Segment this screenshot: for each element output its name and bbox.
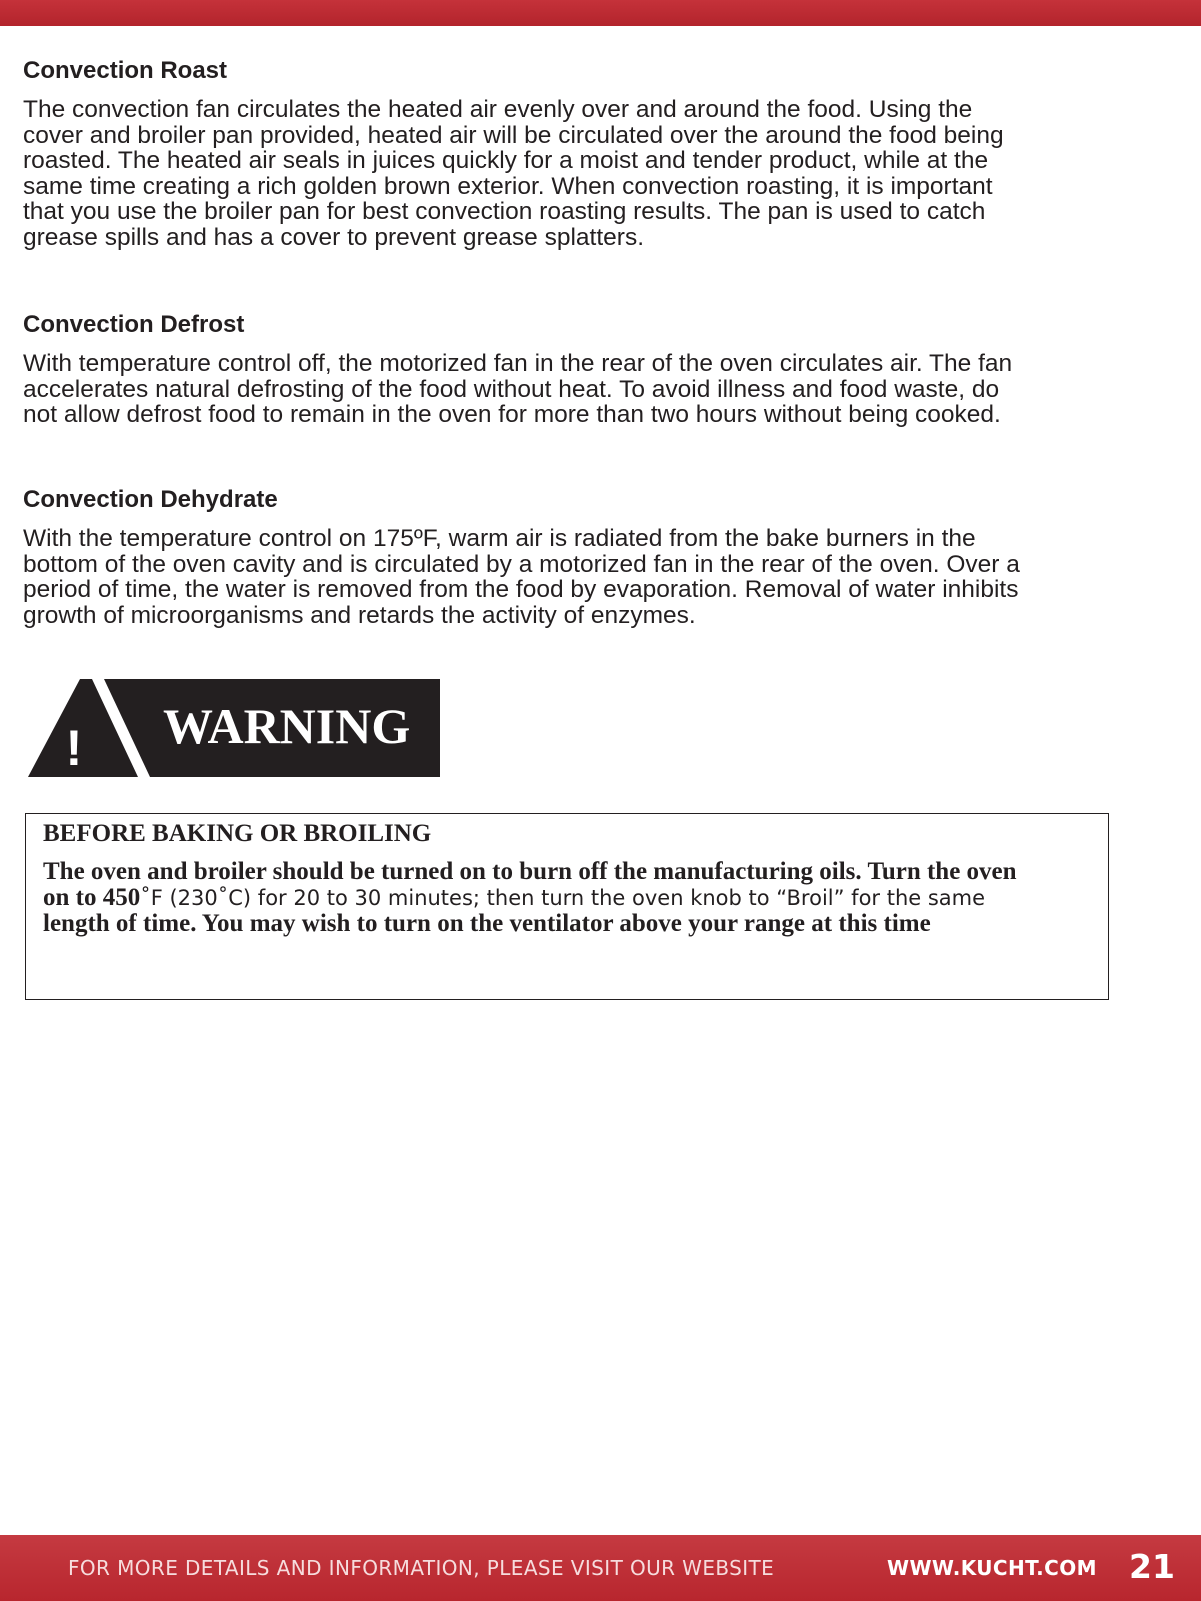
- section-body: [23, 97, 1133, 251]
- warning-banner: [28, 677, 440, 778]
- body-line: cover and broiler pan provided, heated air will be circulated over the around the food being: [23, 121, 1004, 149]
- notice-line-bold-part: on to 450: [43, 884, 141, 911]
- warning-graphic: [28, 677, 440, 778]
- body-line: grease spills and has a cover to prevent grease splatters.: [23, 223, 645, 251]
- section-body: [23, 526, 1133, 628]
- footer-bar: [0, 1535, 1201, 1601]
- body-line: With the temperature control on 175ºF, warm air is radiated from the bake burners in the: [23, 525, 976, 552]
- exclamation-icon: !: [65, 720, 83, 776]
- section-body: [23, 351, 1133, 428]
- section-title: Convection Roast: [23, 57, 228, 84]
- section-title: Convection Defrost: [23, 311, 245, 338]
- page-number: 21: [1129, 1547, 1175, 1586]
- notice-title: BEFORE BAKING OR BROILING: [43, 820, 432, 847]
- body-line: that you use the broiler pan for best convection roasting results. The pan is used to catch: [23, 198, 986, 226]
- body-line: With temperature control off, the motorized fan in the rear of the oven circulates air. The fan: [23, 350, 1013, 377]
- section-convection-dehydrate: [23, 485, 1133, 628]
- body-line: accelerates natural defrosting of the food without heat. To avoid illness and food waste, do: [23, 375, 1000, 403]
- body-line: bottom of the oven cavity and is circulated by a motorized fan in the rear of the oven. Over a: [23, 550, 1020, 578]
- body-line: The convection fan circulates the heated air evenly over and around the food. Using the: [23, 96, 973, 123]
- body-line: roasted. The heated air seals in juices quickly for a moist and tender product, while at the: [23, 147, 989, 175]
- website-link[interactable]: WWW.KUCHT.COM: [887, 1556, 1097, 1580]
- body-line: same time creating a rich golden brown exterior. When convection roasting, it is important: [23, 172, 993, 200]
- section-convection-roast: [23, 56, 1133, 251]
- notice-body: [43, 859, 1103, 937]
- notice-line-regular-part: ˚F (230˚C) for 20 to 30 minutes; then turn the oven knob to “Broil” for the same: [140, 886, 986, 910]
- body-line: not allow defrost food to remain in the oven for more than two hours without being cooked.: [23, 401, 1001, 429]
- top-accent-bar: [0, 0, 1201, 26]
- footer-text: FOR MORE DETAILS AND INFORMATION, PLEASE VISIT OUR WEBSITE: [68, 1556, 775, 1580]
- notice-line: length of time. You may wish to turn on the ventilator above your range at this time: [43, 910, 931, 937]
- section-convection-defrost: [23, 310, 1133, 428]
- section-title: Convection Dehydrate: [23, 486, 278, 513]
- body-line: period of time, the water is removed from the food by evaporation. Removal of water inhibits: [23, 576, 1019, 604]
- notice-line: The oven and broiler should be turned on to burn off the manufacturing oils. Turn the oven: [43, 858, 1017, 885]
- warning-label: WARNING: [163, 698, 411, 754]
- notice-box: [25, 813, 1109, 1000]
- body-line: growth of microorganisms and retards the activity of enzymes.: [23, 601, 696, 629]
